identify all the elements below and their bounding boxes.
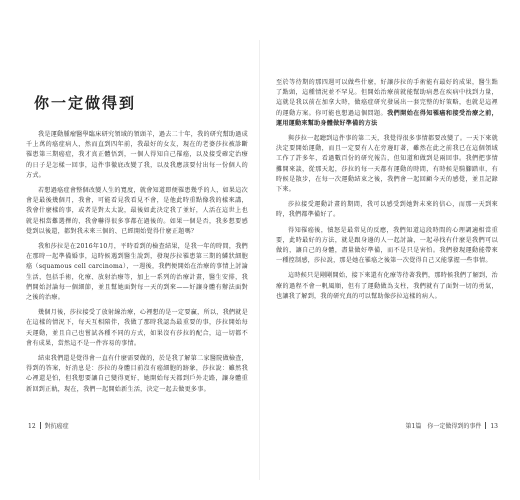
bold-emphasis: 我們開始在得知罹癌和接受治療之前，運用運動來幫助身體做好準備的方法	[276, 109, 499, 127]
paragraph: 得知罹癌後，憤怒是最常見的反應，我們知道這段時間的心理調適相當重要，此時最好的方法，就是跟身邊的人一起討論，一起尋找有什麼是我們可以做的，讓自己的身體，盡量做好準備，而不是只是害怕。我們發現運動能帶來一種控制感，莎拉說，那是她在罹癌之後第一次覺得自己又能掌握一些事情。	[276, 226, 498, 265]
folio-divider	[40, 422, 41, 429]
left-folio	[28, 421, 69, 430]
paragraph: 結束我們還是覺得會一直有什麼需要做的，於是我了解第二家醫院做檢查，得到的答案，好消息是：莎拉的身體目前沒有癌細胞的跡象，莎拉說：雖然我心裡還是怕，但我想要讓自己變得更好，她開始每天都到戶外走路，讓身體重新回到正軌，現在，我們一起開始新生活，決定一起去做更多事。	[26, 355, 248, 393]
right-body-text	[276, 78, 498, 307]
chapter-title: 你一定做得到	[34, 94, 137, 112]
right-page	[276, 0, 498, 500]
folio-divider	[485, 422, 486, 429]
paragraph: 莎拉接受運動計畫的期間，我可以感受到她對未來的信心，而那一天到來時，我們都準備好了。	[276, 201, 498, 219]
left-page	[26, 0, 248, 500]
paragraph: 我是運動腫瘤醫學臨床研究領域的領頭羊，過去二十年，我的研究幫助過成千上萬的癌症病人，然而直到四年前，我最好的女友，現在的老婆莎拉被診斷罹患第三期癌症，我才真正體悟到，一個人得知自己罹癌，以及接受確定治療的日子是怎樣一回事，這件事徹底改變了我，以及我應該要付出每一份個人的方式。	[26, 131, 248, 179]
paragraph: 若想過癌症會整個改變人生的寬度，就會知道即便罹患幾乎的人，如果這次會是最後幾個月，我會，可能看見我看見不會，是他此時重點像我的樣來講，我會什麼樣的事，或者是對太太說，最後如此決定我了並好，人活在這世上也就是相當難選擇的，我會嚇得很多事都在過後的。如果一個是否，我多想要感覺到以後還，都對我未來三個的、已經開始覺得什麼正題嗎？	[26, 187, 248, 235]
gutter-line	[259, 40, 260, 480]
running-head: 第1篇 你一定做得到的事件	[405, 423, 482, 430]
right-folio	[406, 421, 498, 430]
paragraph: 幾個月後，莎拉接受了放射線治療，心裡想的是一定要贏，所以，我們就是在這樣的情況下，每天互相陪伴，我做了那時我認為最重要的事，莎拉開始每天運動，並且自己也嘗試各種不同的方式，如果沒有莎拉的配合，這一切都不會有成果，當然這不是一件容易的事情。	[26, 309, 248, 347]
page-number: 12	[28, 423, 36, 430]
page-number: 13	[490, 423, 498, 430]
left-body-text	[26, 130, 248, 400]
paragraph: 與莎拉一起聽到這件事的第二天，我覺得很多事情都要改變了。一天下來就決定要開始運動，而且一定要有人在旁邊盯著，雖然在此之前我已在這個領域工作了許多年，看過數百份的研究報告，但知道和做到是兩回事。我們把事情攤開來談，從那天起，莎拉的每一天都有運動的時間，有時候是騎腳踏車，有時候是散步，在每一次運動結束之後，我們會一起回顧今天的感覺，並且記錄下來。	[276, 135, 498, 194]
paragraph	[276, 78, 498, 129]
running-head: 對抗癌症	[44, 423, 69, 430]
paragraph: 這時候只是剛剛開始，接下來還有化療等待著我們，那時候我們了解到，治療的過程不會一帆風順，但有了運動做為支柱，我們就有了面對一切的勇氣，也讓我了解到，我的研究真的可以幫助像莎拉這樣的病人。	[276, 272, 498, 300]
paragraph-text: 至於等待期的那四週可以做些什麼，好讓莎拉的手術能有最好的成果，醫生點了點頭，這種情況並不罕見。但開始治療前就能幫助病患在疾病中找到力量，這就是我以前在加拿大時，做癌症研究發展出一套完整的好策略，也就是這裡的運動方案。你可能也想過這個問題。	[276, 79, 498, 117]
paragraph: 我和莎拉是在2016年10月，平時看到的檢查結果，是我一年的時間，我們在那時一起準備婚事，這時候遇到醫生說到，發現莎拉罹患第三期的鱗狀細胞癌（squamous cell carcinoma），一週後，我們便開始在治療的事情上討論生活，包括手術，化療、放射治療等，加上一系列的治療計畫，醫生安排，我們開始討論每一個細節，並且幫她面對每一天的到來——好讓身體有辦法面對之後的治療。	[26, 243, 248, 302]
